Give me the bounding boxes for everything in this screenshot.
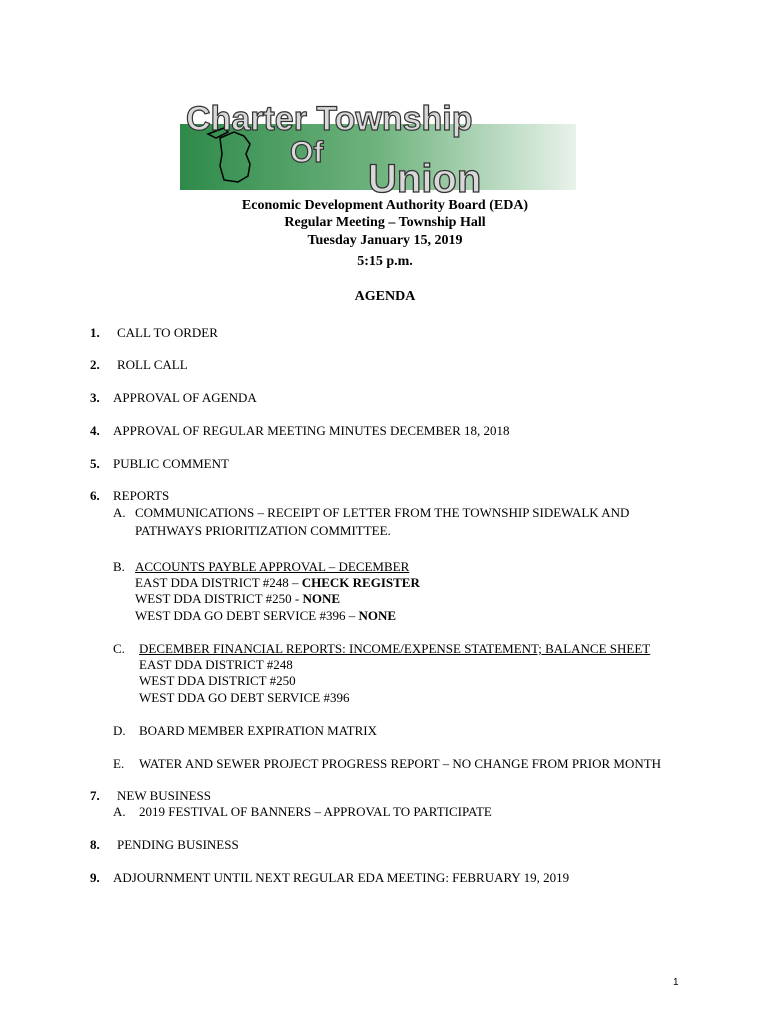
- item-text: CALL TO ORDER: [117, 325, 218, 340]
- reports-e-text: WATER AND SEWER PROJECT PROGRESS REPORT – NO CHANGE FROM PRIOR MONTH: [139, 756, 662, 771]
- item-number: 5.: [90, 456, 100, 471]
- sub-label: E.: [113, 756, 125, 771]
- item-text: ADJOURNMENT UNTIL NEXT REGULAR EDA MEETING: FEBRUARY 19, 2019: [113, 870, 570, 885]
- reports-c-line3: WEST DDA GO DEBT SERVICE #396: [139, 690, 350, 705]
- b-line3-text: WEST DDA GO DEBT SERVICE #396 –: [135, 608, 359, 623]
- header-line4: 5:15 p.m.: [357, 254, 413, 269]
- b-line2-text: WEST DDA DISTRICT #250 -: [135, 591, 303, 606]
- sub-label: D.: [113, 723, 126, 738]
- reports-c-line1: EAST DDA DISTRICT #248: [139, 657, 293, 672]
- item-number: 4.: [90, 423, 100, 438]
- header-line1: Economic Development Authority Board (EDA): [241, 198, 529, 213]
- sub-label: A.: [113, 505, 126, 520]
- b-line1-bold: CHECK REGISTER: [301, 575, 420, 590]
- sub-label: B.: [113, 559, 125, 574]
- item-number: 6.: [90, 488, 100, 503]
- item-number: 9.: [90, 870, 100, 885]
- item-text: ROLL CALL: [117, 357, 188, 372]
- item-text: APPROVAL OF REGULAR MEETING MINUTES DECEMBER 18, 2018: [113, 423, 510, 438]
- logo-line2: Of: [290, 136, 324, 169]
- page-number: 1: [673, 977, 679, 988]
- reports-a-line1: COMMUNICATIONS – RECEIPT OF LETTER FROM THE TOWNSHIP SIDEWALK AND: [135, 505, 630, 520]
- reports-b-line2: [135, 591, 340, 607]
- item-text: APPROVAL OF AGENDA: [113, 390, 257, 405]
- reports-b-title: ACCOUNTS PAYBLE APPROVAL – DECEMBER: [135, 559, 410, 574]
- logo-line3: Union: [368, 157, 482, 194]
- township-logo: [180, 98, 576, 194]
- item-text: PUBLIC COMMENT: [113, 456, 229, 471]
- b-line2-bold: NONE: [302, 591, 341, 606]
- logo-line1: Charter Township: [186, 100, 473, 138]
- agenda-title: AGENDA: [354, 289, 416, 304]
- b-line3-bold: NONE: [358, 608, 397, 623]
- reports-c-title: DECEMBER FINANCIAL REPORTS: INCOME/EXPENSE STATEMENT; BALANCE SHEET: [139, 641, 651, 656]
- item-number: 2.: [90, 357, 100, 372]
- item-text: REPORTS: [113, 488, 170, 503]
- item-number: 3.: [90, 390, 100, 405]
- reports-b-line1: [135, 575, 420, 591]
- item-number: 7.: [90, 788, 100, 803]
- b-line1-text: EAST DDA DISTRICT #248 –: [135, 575, 302, 590]
- reports-c-line2: WEST DDA DISTRICT #250: [139, 673, 296, 688]
- item-text: PENDING BUSINESS: [117, 837, 239, 852]
- sub-label: C.: [113, 641, 125, 656]
- item-text: NEW BUSINESS: [117, 788, 212, 803]
- header-line2: Regular Meeting – Township Hall: [284, 215, 486, 230]
- reports-b-line3: [135, 608, 396, 624]
- reports-a-line2: PATHWAYS PRIORITIZATION COMMITTEE.: [135, 523, 391, 538]
- item-number: 8.: [90, 837, 100, 852]
- reports-d-text: BOARD MEMBER EXPIRATION MATRIX: [139, 723, 377, 738]
- header-line3: Tuesday January 15, 2019: [307, 233, 463, 248]
- sub-label: A.: [113, 804, 126, 819]
- new-business-a-text: 2019 FESTIVAL OF BANNERS – APPROVAL TO PARTICIPATE: [139, 804, 492, 819]
- item-number: 1.: [90, 325, 100, 340]
